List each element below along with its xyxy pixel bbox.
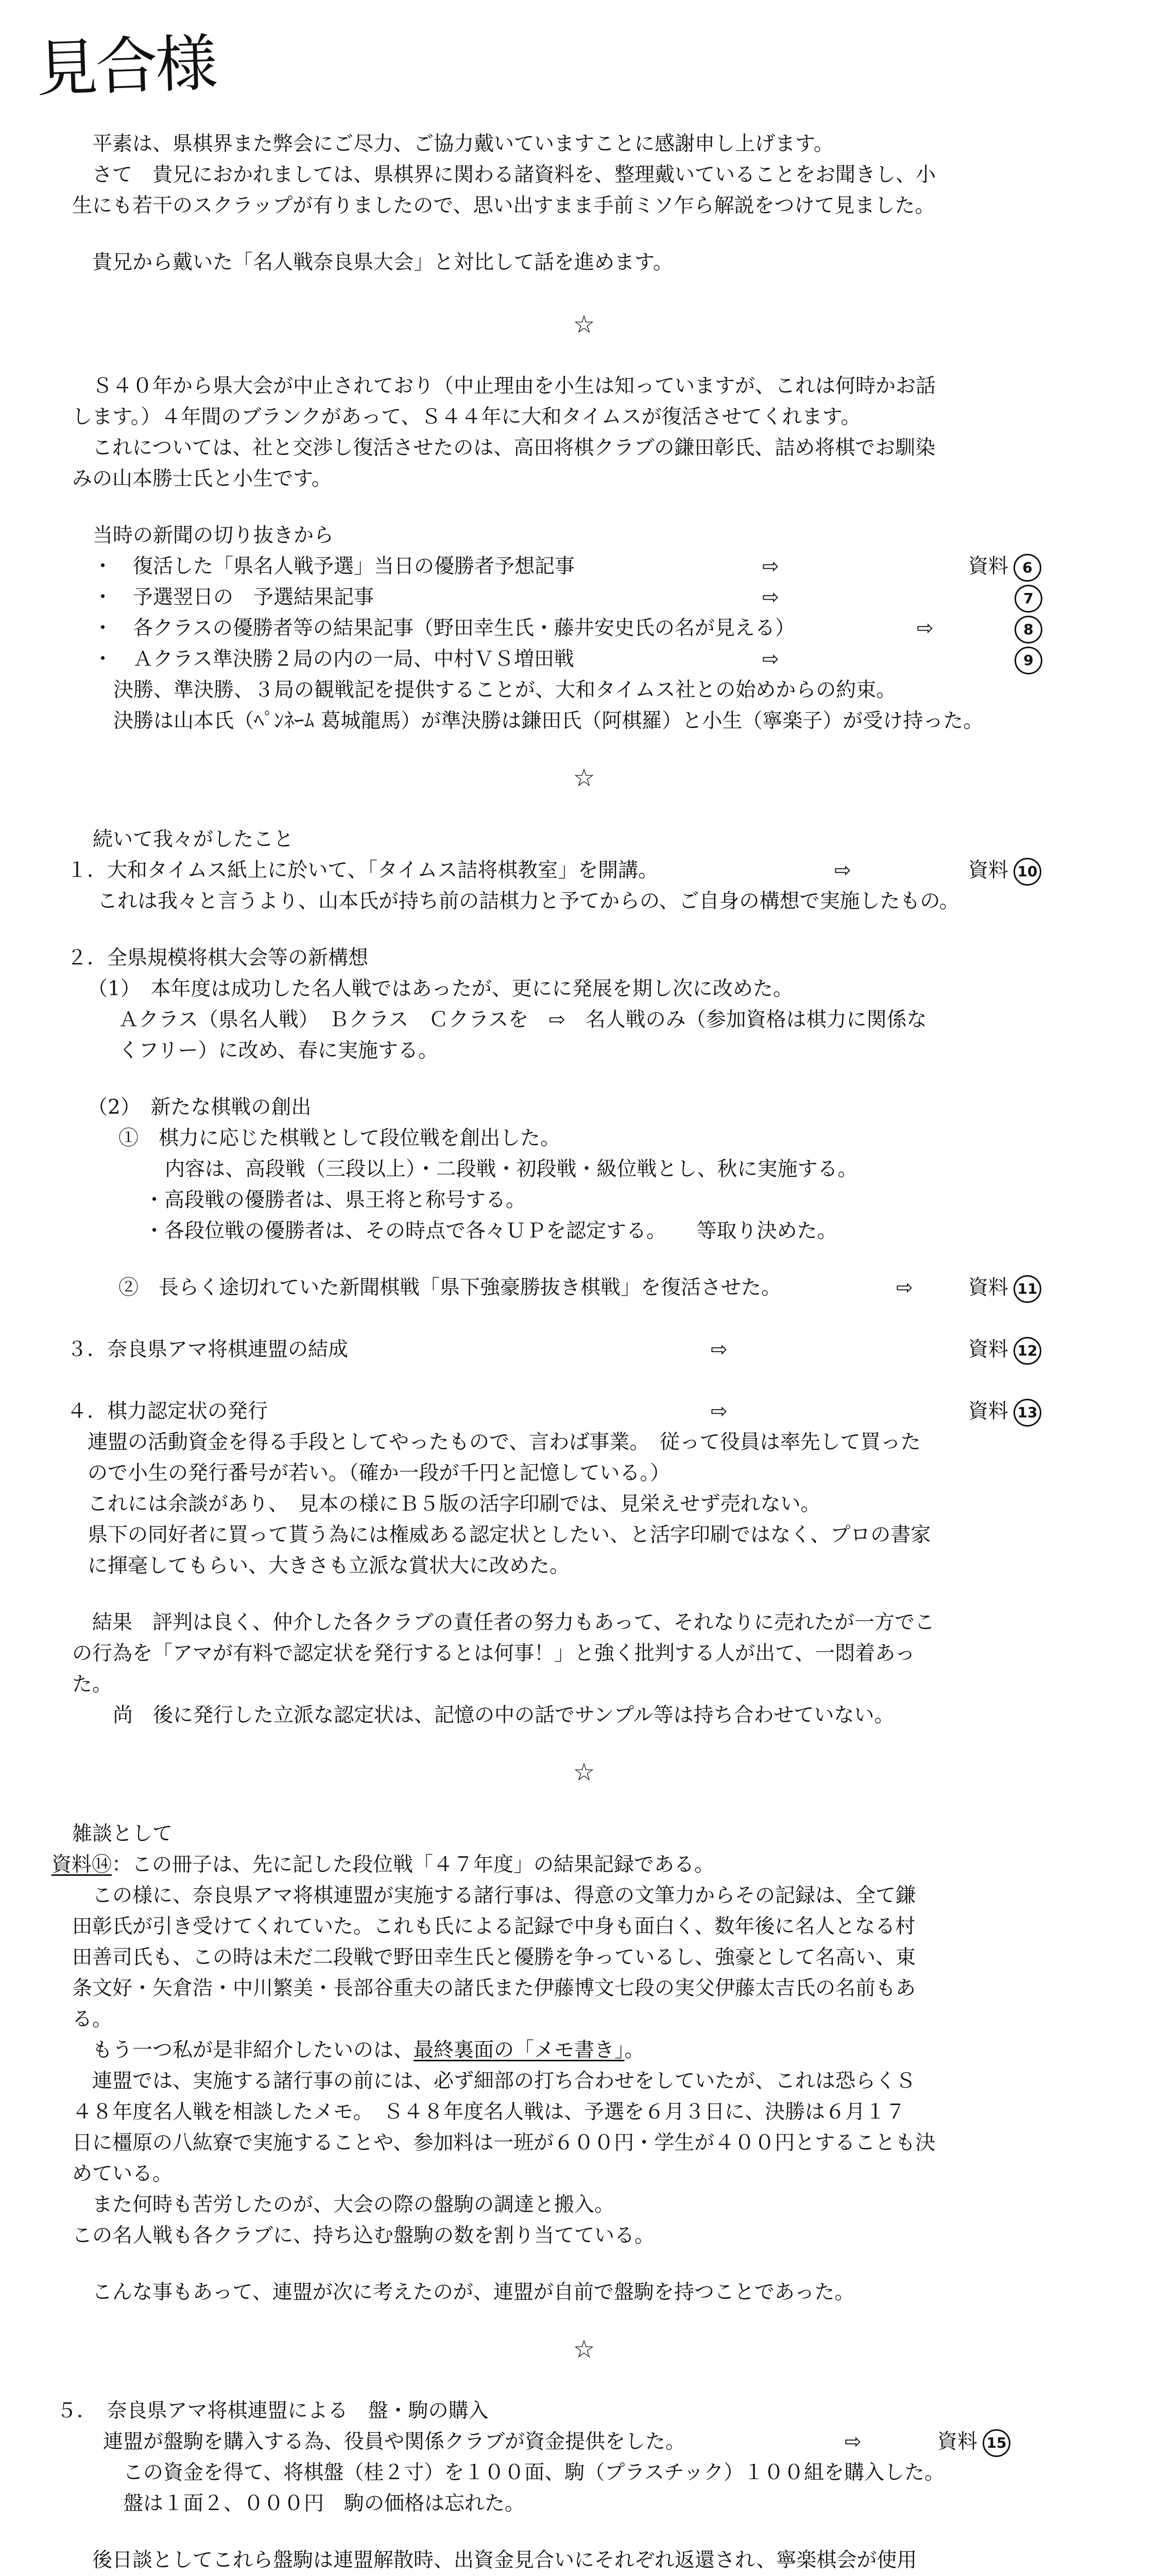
item4-body: に揮毫してもらい、大きさも立派な賞状大に改めた。 xyxy=(88,1554,570,1578)
item4-title: ４．棋力認定状の発行 xyxy=(67,1400,268,1423)
sec1-after-line: 決勝、準決勝、３局の観戦記を提供することが、大和タイムス社との始めからの約束。 xyxy=(113,679,897,702)
item4-body: ので小生の発行番号が若い。（確か一段が千円と記憶している。） xyxy=(88,1462,671,1485)
item5-after: 後日談としてこれら盤駒は連盟解散時、出資金見合いにそれぞれ返還され、寧楽棋会が使用 xyxy=(72,2549,917,2572)
material-14-label: 資料⑭ xyxy=(51,1853,112,1876)
circled-number-badge: 11 xyxy=(1014,1275,1041,1303)
section-divider-star: ☆ xyxy=(573,310,595,339)
right-arrow-icon: ⇨ xyxy=(762,648,779,671)
right-arrow-icon: ⇨ xyxy=(845,2430,862,2453)
circled-number-badge: 15 xyxy=(983,2429,1010,2457)
memo-line: もう一つ私が是非紹介したいのは、最終裏面の「メモ書き」。 xyxy=(72,2039,645,2062)
right-arrow-icon: ⇨ xyxy=(711,1338,728,1361)
right-arrow-icon: ⇨ xyxy=(917,617,934,640)
clipping-item: ・ 予選翌日の 予選結果記事 xyxy=(93,586,374,609)
sec1-after-line: 決勝は山本氏（ﾍﾟﾝﾈｰﾑ 葛城龍馬）が準決勝は鎌田氏（阿棋羅）と小生（寧楽子）が受け持った。 xyxy=(113,709,984,733)
sec3-ref-line: 資料⑭：この冊子は、先に記した段位戦「４７年度」の結果記録である。 xyxy=(51,1853,715,1876)
circled-number-badge: 8 xyxy=(1015,616,1042,643)
item5-body: この資金を得て、将棋盤（桂２寸）を１００面、駒（プラスチック）１００組を購入した。 xyxy=(103,2461,945,2484)
memo-highlight: 最終裏面の「メモ書き」 xyxy=(414,2039,625,2062)
sec3-close: こんな事もあって、連盟が次に考えたのが、連盟が自前で盤駒を持つことであった。 xyxy=(72,2281,855,2304)
circled-number-badge: 7 xyxy=(1015,585,1042,613)
item1-body: これは我々と言うより、山本氏が持ち前の詰棋力と予てからの、ご自身の構想で実施したもの。 xyxy=(77,890,959,913)
item4-body: 連盟の活動資金を得る手段としてやったもので、言わば事業。 従って役員は率先して買った xyxy=(88,1431,921,1454)
sec3-lead: 雑談として xyxy=(72,1822,173,1845)
memo-body: 日に橿原の八紘寮で実施することや、参加料は一班が６００円・学生が４００円とすることも決 xyxy=(72,2131,936,2155)
material-ref: 資料 12 xyxy=(968,1334,1041,1365)
item5-body: 盤は１面２、０００円 駒の価格は忘れた。 xyxy=(103,2492,525,2515)
circled-number-badge: 13 xyxy=(1014,1399,1041,1427)
sec1-line: します。）４年間のブランクがあって、Ｓ４４年に大和タイムスが復活させてくれます。 xyxy=(72,405,861,429)
item2-sub3: ② 長らく途切れていた新聞棋戦「県下強豪勝抜き棋戦」を復活させた。 xyxy=(118,1276,782,1299)
section-divider-star: ☆ xyxy=(573,2335,595,2364)
item2-title: ２．全県規模将棋大会等の新構想 xyxy=(67,946,369,970)
material-ref: 資料 13 xyxy=(968,1396,1041,1427)
material-ref: 資料 10 xyxy=(968,855,1041,886)
right-arrow-icon: ⇨ xyxy=(762,555,779,578)
material-ref: 資料 15 xyxy=(937,2427,1010,2458)
intro-line: 生にも若干のスクラップが有りましたので、思い出すまま手前ミソ乍ら解説をつけて見ました。 xyxy=(72,194,935,217)
clipping-item: ・ Ａクラス準決勝２局の内の一局、中村ＶＳ増田戦 xyxy=(93,648,574,671)
material-ref xyxy=(1009,582,1042,613)
result-line: 尚 後に発行した立派な認定状は、記憶の中の話でサンプル等は持ち合わせていない。 xyxy=(93,1704,895,1727)
item3-title: ３．奈良県アマ将棋連盟の結成 xyxy=(67,1338,349,1361)
memo-body: また何時も苦労したのが、大会の際の盤駒の調達と搬入。 xyxy=(72,2193,615,2216)
sec1-line: これについては、社と交渉し復活させたのは、高田将棋クラブの鎌田彰氏、詰め将棋でお馴染 xyxy=(72,436,936,460)
item2-sub2: （2） 新たな棋戦の創出 xyxy=(88,1096,312,1119)
sec1-line: Ｓ４０年から県大会が中止されており（中止理由を小生は知っていますが、これは何時かお話 xyxy=(72,375,936,398)
clipping-item: ・ 各クラスの優勝者等の結果記事（野田幸生氏・藤井安史氏の名が見える） xyxy=(93,617,795,640)
sec2-lead: 続いて我々がしたこと xyxy=(93,828,294,851)
right-arrow-icon: ⇨ xyxy=(762,586,779,609)
circled-number-badge: 6 xyxy=(1014,554,1041,582)
right-arrow-icon: ⇨ xyxy=(896,1276,913,1299)
item2-sub1: くフリー）に改め、春に実施する。 xyxy=(118,1039,438,1062)
item5-title: ５． 奈良県アマ将棋連盟による 盤・駒の購入 xyxy=(57,2399,489,2422)
intro-line: 平素は、県棋界また弊会にご尽力、ご協力戴いていますことに感謝申し上げます。 xyxy=(72,132,834,156)
right-arrow-icon: ⇨ xyxy=(834,859,851,882)
memo-body: めている。 xyxy=(72,2162,173,2185)
item5-line: 連盟が盤駒を購入する為、役員や関係クラブが資金提供をした。 xyxy=(103,2430,686,2453)
intro-line: 貴兄から戴いた「名人戦奈良県大会」と対比して話を進めます。 xyxy=(72,251,673,274)
item4-body: これには余談があり、 見本の様にＢ５版の活字印刷では、見栄えせず売れない。 xyxy=(88,1493,821,1516)
clipping-item: ・ 復活した「県名人戦予選」当日の優勝者予想記事 xyxy=(93,555,575,578)
sec3-body: る。 xyxy=(72,2008,113,2031)
section-divider-star: ☆ xyxy=(573,764,595,792)
section-divider-star: ☆ xyxy=(573,1758,595,1787)
item2-sub2: ・各段位戦の優勝者は、その時点で各々ＵＰを認定する。 等取り決めた。 xyxy=(144,1219,837,1243)
result-line: た。 xyxy=(72,1673,113,1696)
sec1-line: みの山本勝士氏と小生です。 xyxy=(72,467,332,490)
result-line: 結果 評判は良く、仲介した各クラブの責任者の努力もあって、それなりに売れたが一方でこ xyxy=(72,1611,935,1634)
circled-number-badge: 9 xyxy=(1015,647,1042,674)
memo-body: この名人戦も各クラブに、持ち込む盤駒の数を割り当てている。 xyxy=(72,2224,655,2247)
right-arrow-icon: ⇨ xyxy=(711,1400,728,1423)
material-ref xyxy=(1009,644,1042,675)
material-ref xyxy=(1009,613,1042,644)
clippings-heading: 当時の新聞の切り抜きから xyxy=(93,524,334,547)
item2-sub2: ・高段戦の優勝者は、県王将と称号する。 xyxy=(144,1189,526,1212)
item2-sub2: ① 棋力に応じた棋戦として段位戦を創出した。 xyxy=(118,1127,561,1150)
intro-line: さて 貴兄におかれましては、県棋界に関わる諸資料を、整理戴いていることをお聞きし、小 xyxy=(72,163,936,187)
item4-body: 県下の同好者に買って貰う為には権威ある認定状としたい、と活字印刷ではなく、プロの書家 xyxy=(88,1523,931,1547)
item2-sub1: Ａクラス（県名人戦） Ｂクラス Ｃクラスを ⇨ 名人戦のみ（参加資格は棋力に関係な xyxy=(118,1008,927,1031)
result-line: の行為を「アマが有料で認定状を発行するとは何事！」と強く批判する人が出て、一悶着あっ xyxy=(72,1642,915,1665)
handwritten-title: 見合様 xyxy=(35,27,217,106)
sec3-body: 田彰氏が引き受けてくれていた。これも氏による記録で中身も面白く、数年後に名人となる村 xyxy=(72,1915,916,1938)
item2-sub2: 内容は、高段戦（三段以上）・二段戦・初段戦・級位戦とし、秋に実施する。 xyxy=(165,1158,858,1181)
item2-sub1: （1） 本年度は成功した名人戦ではあったが、更にに発展を期し次に改めた。 xyxy=(88,977,793,1001)
circled-number-badge: 10 xyxy=(1014,858,1041,886)
sec3-body: 条文好・矢倉浩・中川繁美・長部谷重夫の諸氏また伊藤博文七段の実父伊藤太吉氏の名前もあ xyxy=(72,1977,916,2000)
memo-body: 連盟では、実施する諸行事の前には、必ず細部の打ち合わせをしていたが、これは恐らくＳ xyxy=(72,2070,916,2093)
sec3-body: 田善司氏も、この時は未だ二段戦で野田幸生氏と優勝を争っているし、強豪として名高い、東 xyxy=(72,1946,916,1969)
item1-title: １．大和タイムス紙上に於いて、「タイムス詰将棋教室」を開講。 xyxy=(67,859,659,882)
material-ref: 資料 6 xyxy=(968,551,1041,582)
sec3-body: この様に、奈良県アマ将棋連盟が実施する諸行事は、得意の文筆力からその記録は、全て鎌 xyxy=(72,1884,916,1907)
memo-body: ４８年度名人戦を相談したメモ。 Ｓ４８年度名人戦は、予選を６月３日に、決勝は６月１７ xyxy=(72,2100,906,2124)
material-ref: 資料 11 xyxy=(968,1273,1041,1303)
circled-number-badge: 12 xyxy=(1014,1337,1041,1365)
